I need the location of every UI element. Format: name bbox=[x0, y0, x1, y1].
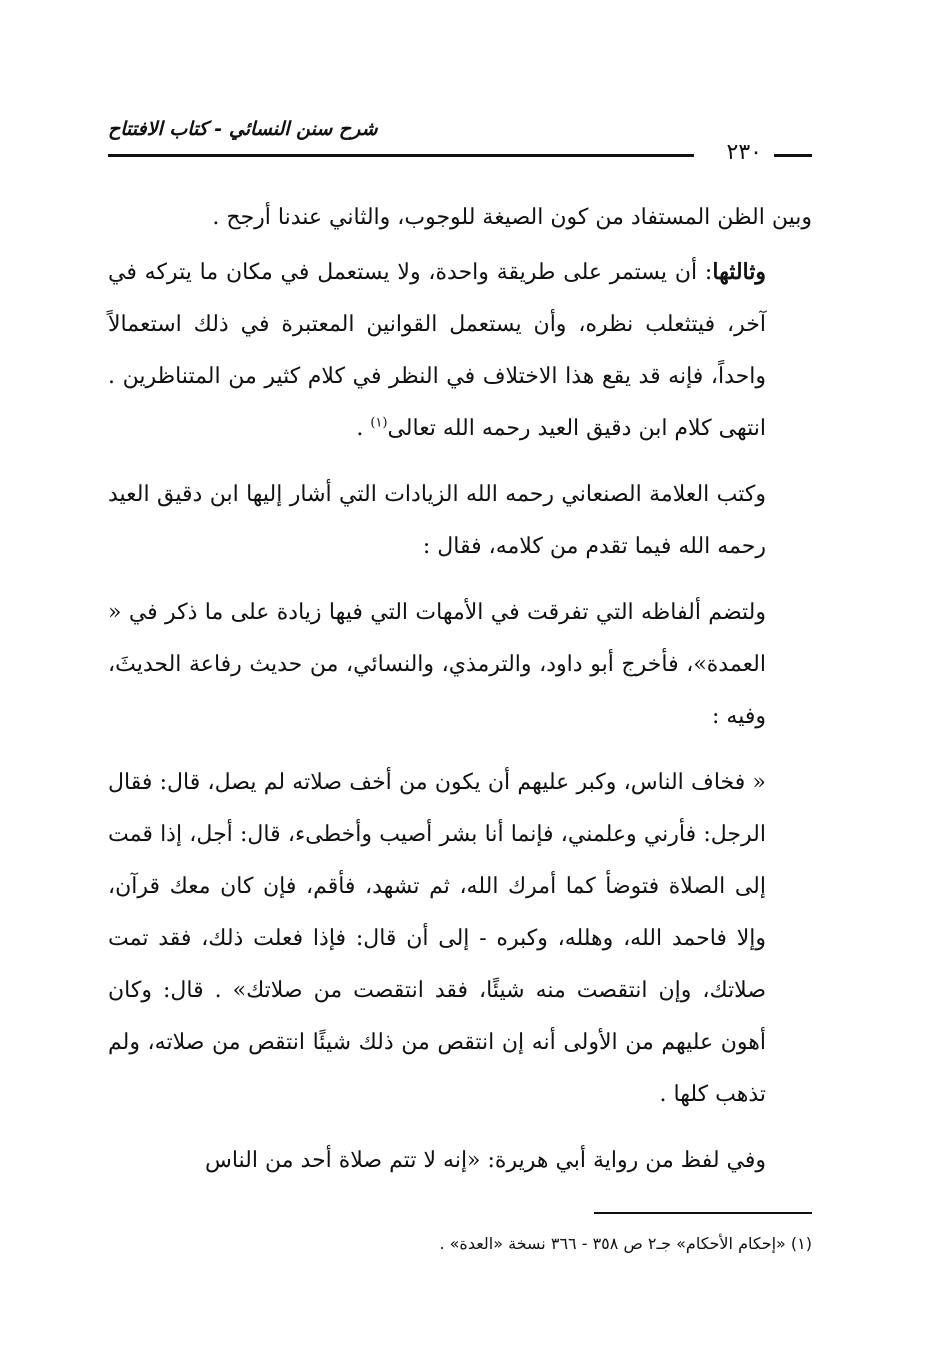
paragraph-2-text: : أن يستمر على طريقة واحدة، ولا يستعمل في مكان ما يتركه في آخر، فيتثعلب نظره، وأن يستعمل القوانين المعتبرة في ذلك استعمالاً واحداً، فإنه قد يقع هذا الاختلاف في النظر في كلام كثير من المتناظرين . انتهى كلام ابن دقيق العيد رحمه الله تعالى bbox=[108, 260, 766, 441]
page-number: ٢٣٠ bbox=[726, 140, 762, 165]
footnote-rule bbox=[594, 1212, 812, 1214]
header-title: شرح سنن النسائي - كتاب الافتتاح bbox=[108, 118, 378, 140]
paragraph-1: وبين الظن المستفاد من كون الصيغة للوجوب، والثاني عندنا أرجح . bbox=[212, 205, 812, 230]
paragraph-3: وكتب العلامة الصنعاني رحمه الله الزيادات التي أشار إليها ابن دقيق العيد رحمه الله فيما تقدم من كلامه، فقال : bbox=[108, 482, 766, 559]
paragraph-2 bbox=[108, 246, 812, 455]
paragraph-2-lead: وثالثها bbox=[712, 259, 766, 285]
footnote-marker: (١) bbox=[370, 415, 388, 431]
running-header bbox=[108, 118, 812, 168]
paragraph-5: « فخاف الناس، وكبر عليهم أن يكون من أخف صلاته لم يصل، قال: فقال الرجل: فأرني وعلمني، فإنما أنا بشر أصيب وأخطىء، قال: أجل، إذا قمت إلى الصلاة فتوضأ كما أمرك الله، ثم تشهد، فأقم، فإن كان معك قرآن، وإلا فاحمد الله، وهلله، وكبره - إلى أن قال: فإذا فعلت ذلك، فقد تمت صلاتك، وإن انتقصت منه شيئًا، فقد انتقصت من صلاتك» . قال: وكان أهون عليهم من الأولى أنه إن انتقص من ذلك شيئًا انتقص من صلاته، ولم تذهب كلها . bbox=[108, 770, 766, 1107]
paragraph-4: ولتضم ألفاظه التي تفرقت في الأمهات التي فيها زيادة على ما ذكر في « العمدة»، فأخرج أبو داود، والترمذي، والنسائي، من حديث رفاعة الحديثَ، وفيه : bbox=[108, 600, 766, 729]
footnote: (١) «إحكام الأحكام» جـ٢ ص ٣٥٨ - ٣٦٦ نسخة «العدة» . bbox=[439, 1234, 812, 1253]
main-text bbox=[108, 192, 812, 1201]
paragraph-2-end: . bbox=[356, 416, 371, 441]
paragraph-6: وفي لفظ من رواية أبي هريرة: «إنه لا تتم صلاة أحد من الناس bbox=[204, 1148, 766, 1173]
page-number-rule bbox=[774, 154, 812, 157]
header-rule bbox=[108, 154, 694, 157]
